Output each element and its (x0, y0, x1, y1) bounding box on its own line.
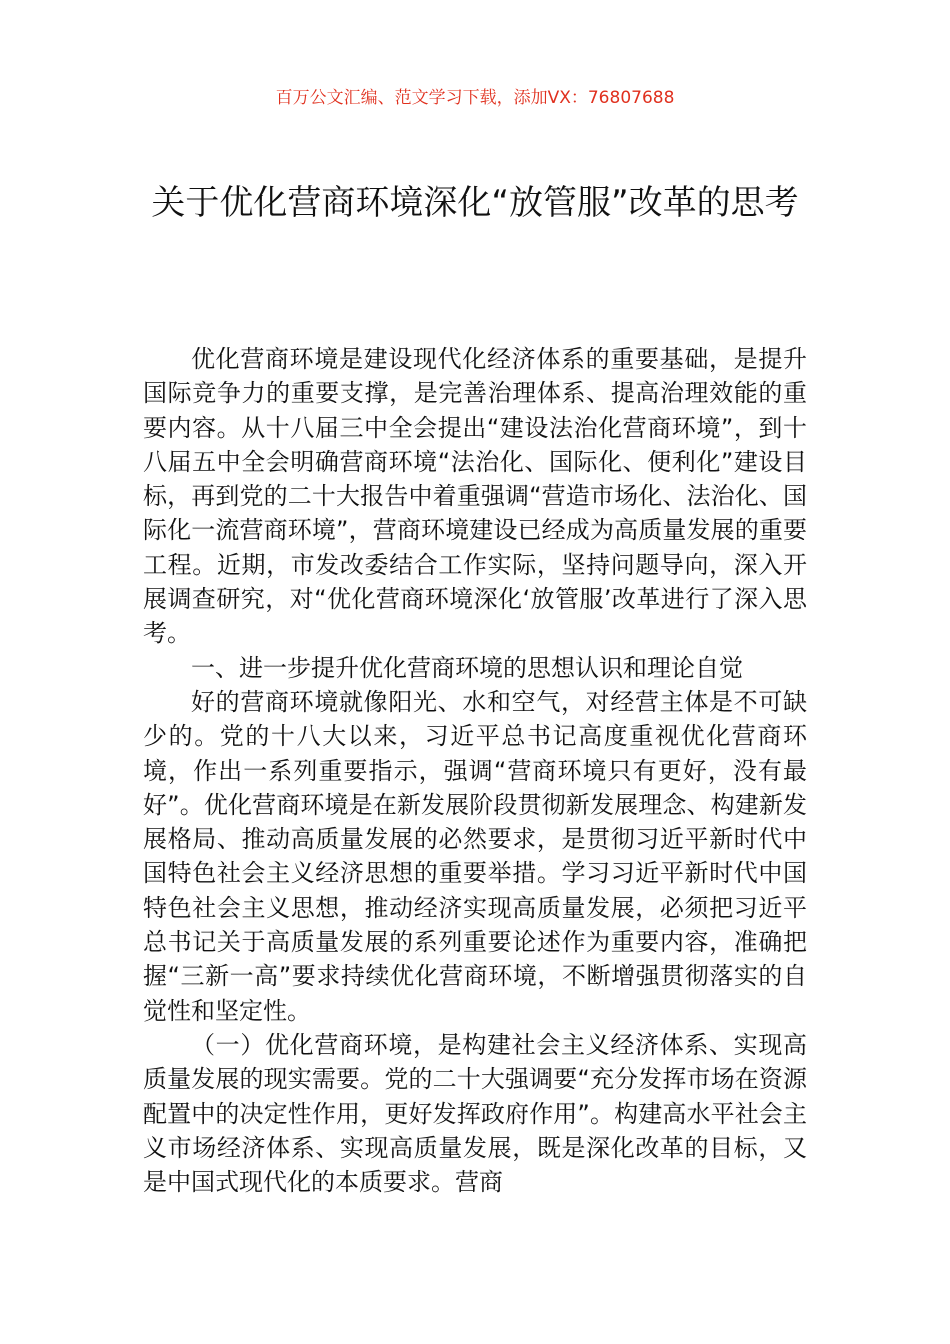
page-header-promo: 百万公文汇编、范文学习下载，添加VX：76807688 (275, 88, 675, 108)
paragraph-subsection-1: （一）优化营商环境，是构建社会主义经济体系、实现高质量发展的现实需要。党的二十大强调要“充分发挥市场在资源配置中的决定性作用，更好发挥政府作用”。构建高水平社会主义市场经济体系、实现高质量发展，既是深化改革的目标，又是中国式现代化的本质要求。营商 (143, 1030, 807, 1197)
paragraph-section-1: 好的营商环境就像阳光、水和空气，对经营主体是不可缺少的。党的十八大以来，习近平总书记高度重视优化营商环境，作出一系列重要指示，强调“营商环境只有更好，没有最好”。优化营商环境是在新发展阶段贯彻新发展理念、构建新发展格局、推动高质量发展的必然要求，是贯彻习近平新时代中国特色社会主义经济思想的重要举措。学习习近平新时代中国特色社会主义思想，推动经济实现高质量发展，必须把习近平总书记关于高质量发展的系列重要论述作为重要内容，准确把握“三新一高”要求持续优化营商环境，不断增强贯彻落实的自觉性和坚定性。 (143, 687, 807, 1025)
paragraph-intro: 优化营商环境是建设现代化经济体系的重要基础，是提升国际竞争力的重要支撑，是完善治理体系、提高治理效能的重要内容。从十八届三中全会提出“建设法治化营商环境”，到十八届五中全会明确营商环境“法治化、国际化、便利化”建设目标，再到党的二十大报告中着重强调“营造市场化、法治化、国际化一流营商环境”，营商环境建设已经成为高质量发展的重要工程。近期，市发改委结合工作实际，坚持问题导向，深入开展调查研究，对“优化营商环境深化‘放管服’改革进行了深入思考。 (143, 345, 807, 648)
document-title: 关于优化营商环境深化“放管服”改革的思考 (151, 183, 799, 223)
section-heading-1: 一、进一步提升优化营商环境的思想认识和理论自觉 (191, 653, 743, 682)
document-body (143, 342, 807, 1199)
